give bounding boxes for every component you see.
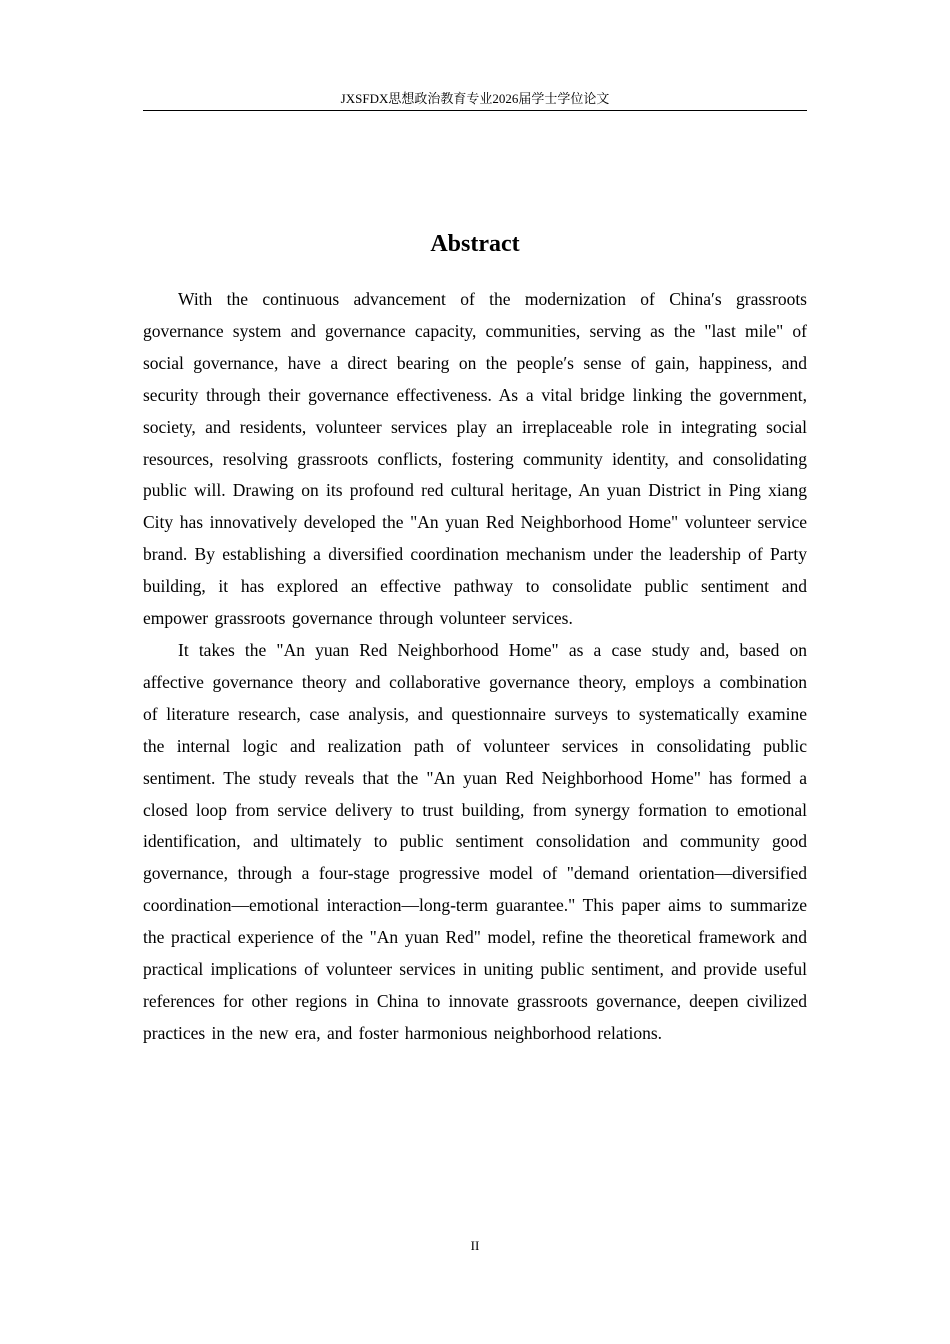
abstract-body bbox=[143, 284, 807, 1050]
page-number: II bbox=[470, 1238, 480, 1253]
abstract-paragraph-1: With the continuous advancement of the modernization of China′s grassroots governance system and governance capacity, communities, serving as the "last mile" of social governance, have a direct bearing on the people′s sense of gain, happiness, and security through their governance effectiveness. As a vital bridge linking the government, society, and residents, volunteer services play an irreplaceable role in integrating social resources, resolving grassroots conflicts, fostering community identity, and consolidating public will. Drawing on its profound red cultural heritage, An yuan District in Ping xiang City has innovatively developed the "An yuan Red Neighborhood Home" volunteer service brand. By establishing a diversified coordination mechanism under the leadership of Party building, it has explored an effective pathway to consolidate public sentiment and empower grassroots governance through volunteer services. bbox=[143, 289, 807, 629]
running-header bbox=[143, 90, 807, 111]
running-header-title: JXSFDX思想政治教育专业2026届学士学位论文 bbox=[340, 91, 610, 106]
abstract-paragraph-2: It takes the "An yuan Red Neighborhood Home" as a case study and, based on affective governance theory and collaborative governance theory, employs a combination of literature research, case analysis, and questionnaire surveys to systematically examine the internal logic and realization path of volunteer services in consolidating public sentiment. The study reveals that the "An yuan Red Neighborhood Home" has formed a closed loop from service delivery to trust building, from synergy formation to emotional identification, and ultimately to public sentiment consolidation and community good governance, through a four-stage progressive model of "demand orientation—diversified coordination—emotional interaction—long-term guarantee." This paper aims to summarize the practical experience of the "An yuan Red" model, refine the theoretical framework and practical implications of volunteer services in uniting public sentiment, and provide useful references for other regions in China to innovate grassroots governance, deepen civilized practices in the new era, and foster harmonious neighborhood relations. bbox=[143, 639, 807, 1043]
abstract-title: Abstract bbox=[430, 231, 520, 257]
